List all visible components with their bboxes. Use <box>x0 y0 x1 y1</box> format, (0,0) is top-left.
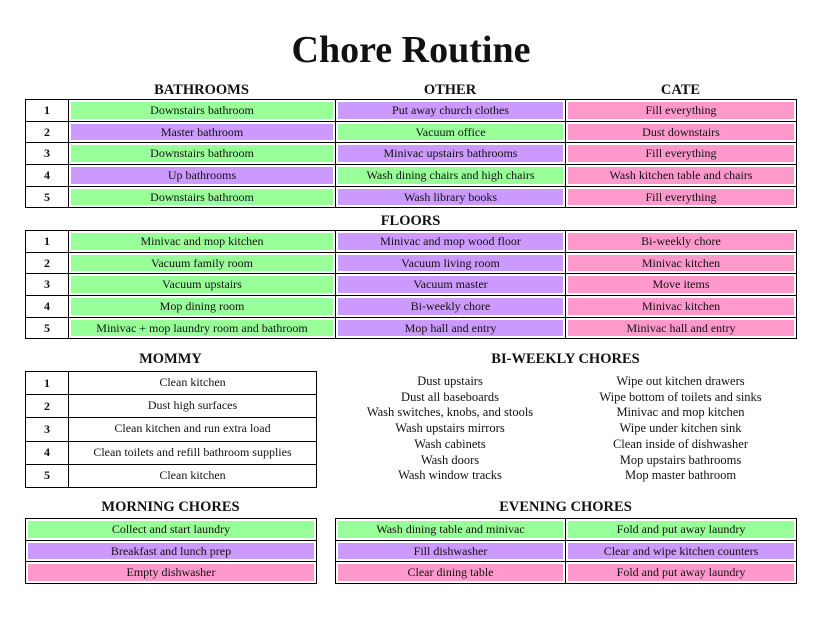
chore-label: Minivac kitchen <box>568 255 794 272</box>
table-row <box>336 562 797 584</box>
chore-label: Minivac upstairs bathrooms <box>338 145 563 162</box>
row-number: 4 <box>26 296 69 318</box>
chore-cell <box>566 274 797 296</box>
chore-cell <box>566 143 797 165</box>
chore-cell <box>69 418 317 441</box>
row-number: 3 <box>26 143 69 165</box>
chore-label: Bi-weekly chore <box>568 233 794 250</box>
chore-label: Dust downstairs <box>568 124 794 141</box>
chore-cell <box>566 121 797 143</box>
table-row <box>26 165 797 187</box>
table-row <box>26 252 797 274</box>
biweekly-item: Wash doors <box>420 452 480 467</box>
biweekly-item: Wipe bottom of toilets and sinks <box>599 389 762 404</box>
chore-label: Downstairs bathroom <box>71 145 333 162</box>
chore-label: Vacuum master <box>338 276 563 293</box>
row-number: 1 <box>26 372 69 395</box>
chore-cell <box>336 274 566 296</box>
table-row <box>26 519 317 541</box>
table-row <box>26 395 317 418</box>
header-floors: FLOORS <box>380 213 441 229</box>
table-row <box>26 186 797 208</box>
chore-label: Minivac hall and entry <box>568 320 794 337</box>
chore-cell <box>69 252 336 274</box>
page-title: Chore Routine <box>291 29 531 71</box>
row-number: 1 <box>26 231 69 253</box>
chore-cell <box>336 296 566 318</box>
row-number: 2 <box>26 252 69 274</box>
chore-label: Vacuum upstairs <box>71 276 333 293</box>
header-other: OTHER <box>423 82 477 98</box>
table-row <box>26 274 797 296</box>
biweekly-item: Wipe out kitchen drawers <box>616 374 745 388</box>
chore-cell <box>69 317 336 339</box>
chore-label: Collect and start laundry <box>28 521 314 538</box>
chore-label: Vacuum family room <box>71 255 333 272</box>
biweekly-item: Dust all baseboards <box>401 389 499 404</box>
floors-table <box>25 230 797 339</box>
chore-cell <box>69 296 336 318</box>
row-number: 3 <box>26 418 69 441</box>
biweekly-item: Wash cabinets <box>414 436 486 451</box>
table-row <box>26 540 317 562</box>
chore-cell <box>26 540 317 562</box>
weekly-table <box>25 99 797 208</box>
chore-cell <box>69 186 336 208</box>
chore-label: Fold and put away laundry <box>568 521 794 538</box>
chore-label: Vacuum office <box>338 124 563 141</box>
chore-cell <box>69 165 336 187</box>
header-bathrooms: BATHROOMS <box>154 82 249 98</box>
chore-cell <box>336 143 566 165</box>
chore-cell <box>69 231 336 253</box>
header-mommy: MOMMY <box>139 351 202 367</box>
chore-label: Mop hall and entry <box>338 320 563 337</box>
chore-label: Mop dining room <box>71 298 333 315</box>
chore-cell <box>566 186 797 208</box>
header-evening: EVENING CHORES <box>499 499 632 515</box>
chore-label: Clear dining table <box>338 564 563 581</box>
chore-cell <box>566 296 797 318</box>
chore-cell <box>566 562 797 584</box>
biweekly-item: Mop master bathroom <box>624 468 737 483</box>
chore-label: Bi-weekly chore <box>338 298 563 315</box>
chore-label: Clean kitchen <box>159 375 226 389</box>
chore-label: Fill everything <box>568 189 794 206</box>
chore-cell <box>566 519 797 541</box>
table-row <box>26 143 797 165</box>
row-number: 2 <box>26 121 69 143</box>
row-number: 4 <box>26 441 69 464</box>
table-row <box>26 121 797 143</box>
chore-cell <box>336 562 566 584</box>
chore-label: Minivac and mop wood floor <box>338 233 563 250</box>
chore-cell <box>566 165 797 187</box>
chore-label: Wash dining chairs and high chairs <box>338 167 563 184</box>
biweekly-item: Mop upstairs bathrooms <box>619 452 742 467</box>
chore-label: Up bathrooms <box>71 167 333 184</box>
chore-label: Master bathroom <box>71 124 333 141</box>
chore-cell <box>336 519 566 541</box>
chore-label: Fill everything <box>568 145 794 162</box>
chore-label: Downstairs bathroom <box>71 102 333 119</box>
table-row <box>26 562 317 584</box>
chore-label: Downstairs bathroom <box>71 189 333 206</box>
chore-cell <box>566 540 797 562</box>
table-row <box>336 519 797 541</box>
chore-cell <box>336 100 566 122</box>
chore-cell <box>69 143 336 165</box>
biweekly-list-left <box>335 374 565 484</box>
row-number: 5 <box>26 186 69 208</box>
table-row <box>336 540 797 562</box>
chore-cell <box>69 464 317 487</box>
chore-cell <box>336 540 566 562</box>
chore-label: Minivac kitchen <box>568 298 794 315</box>
chore-cell <box>566 231 797 253</box>
biweekly-item: Wash upstairs mirrors <box>395 421 505 436</box>
chore-cell <box>69 274 336 296</box>
biweekly-item: Dust upstairs <box>417 374 483 388</box>
chore-cell <box>69 372 317 395</box>
table-row <box>26 231 797 253</box>
chore-cell <box>566 252 797 274</box>
chore-cell <box>566 317 797 339</box>
chore-label: Clean kitchen <box>159 467 226 482</box>
chore-cell <box>69 395 317 418</box>
chore-cell <box>69 121 336 143</box>
table-row <box>26 372 317 395</box>
chore-label: Clean toilets and refill bathroom supplies <box>93 444 292 459</box>
table-row <box>26 296 797 318</box>
chore-label: Fill dishwasher <box>338 543 563 560</box>
chore-label: Put away church clothes <box>338 102 563 119</box>
biweekly-item: Wipe under kitchen sink <box>619 421 742 436</box>
chore-cell <box>336 231 566 253</box>
table-row <box>26 317 797 339</box>
row-number: 5 <box>26 317 69 339</box>
evening-table <box>335 518 797 584</box>
table-row <box>26 441 317 464</box>
row-number: 5 <box>26 464 69 487</box>
chore-label: Wash dining table and minivac <box>338 521 563 538</box>
chore-label: Wash kitchen table and chairs <box>568 167 794 184</box>
row-number: 3 <box>26 274 69 296</box>
biweekly-item: Wash window tracks <box>398 468 502 483</box>
table-row <box>26 100 797 122</box>
chore-label: Vacuum living room <box>338 255 563 272</box>
row-number: 1 <box>26 100 69 122</box>
table-row <box>26 418 317 441</box>
chore-cell <box>336 121 566 143</box>
header-cate: CATE <box>660 82 701 98</box>
biweekly-item: Minivac and mop kitchen <box>616 405 745 420</box>
chore-cell <box>69 100 336 122</box>
chore-cell <box>336 317 566 339</box>
chore-cell <box>26 562 317 584</box>
chore-cell <box>26 519 317 541</box>
table-row <box>26 464 317 487</box>
chore-cell <box>336 165 566 187</box>
row-number: 4 <box>26 165 69 187</box>
chore-cell <box>336 252 566 274</box>
row-number: 2 <box>26 395 69 418</box>
chore-label: Clean kitchen and run extra load <box>114 421 271 436</box>
chore-label: Fill everything <box>568 102 794 119</box>
biweekly-list-right <box>565 374 796 484</box>
chore-label: Wash library books <box>338 189 563 206</box>
chore-label: Breakfast and lunch prep <box>28 543 314 560</box>
chore-label: Minivac + mop laundry room and bathroom <box>71 320 333 337</box>
biweekly-item: Clean inside of dishwasher <box>612 436 749 451</box>
chore-label: Dust high surfaces <box>147 398 238 413</box>
biweekly-item: Wash switches, knobs, and stools <box>366 405 534 420</box>
header-biweekly: BI-WEEKLY CHORES <box>491 351 640 367</box>
chore-label: Minivac and mop kitchen <box>71 233 333 250</box>
chore-cell <box>336 186 566 208</box>
chore-label: Empty dishwasher <box>28 564 314 581</box>
chore-cell <box>566 100 797 122</box>
morning-table <box>25 518 317 584</box>
chore-label: Fold and put away laundry <box>568 564 794 581</box>
chore-cell <box>69 441 317 464</box>
mommy-table <box>25 371 317 488</box>
header-morning: MORNING CHORES <box>101 499 240 515</box>
chore-label: Move items <box>568 276 794 293</box>
chore-label: Clear and wipe kitchen counters <box>568 543 794 560</box>
